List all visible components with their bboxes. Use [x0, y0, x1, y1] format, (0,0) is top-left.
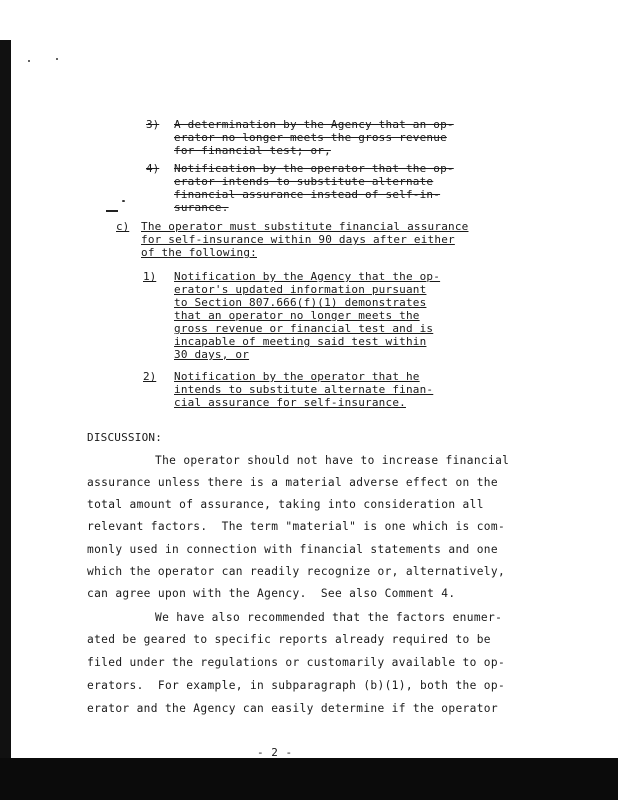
text-line: erator and the Agency can easily determine if the operator — [87, 702, 498, 715]
text-line: relevant factors. The term "material" is one which is com- — [87, 520, 506, 533]
text-line: filed under the regulations or customarily available to op- — [87, 656, 506, 669]
text-line: The operator should not have to increase financial — [155, 454, 510, 467]
scan-bottom-edge — [0, 758, 618, 800]
text-line: which the operator can readily recognize or, alternatively, — [87, 565, 506, 578]
text-line: assurance unless there is a material adverse effect on the — [87, 476, 498, 489]
text-line: erators. For example, in subparagraph (b)(1), both the op- — [87, 679, 506, 692]
text-line: erator no longer meets the gross revenue — [174, 131, 447, 144]
scan-speck — [56, 58, 58, 60]
scan-left-edge — [0, 40, 11, 790]
text-line: total amount of assurance, taking into consideration all — [87, 498, 484, 511]
text-line: can agree upon with the Agency. See also Comment 4. — [87, 587, 456, 600]
text-line: Notification by the Agency that the op- — [174, 270, 441, 283]
item-marker: c) — [116, 220, 130, 233]
text-line: gross revenue or financial test and is — [174, 322, 434, 335]
text-line: monly used in connection with financial statements and one — [87, 543, 498, 556]
text-line: intends to substitute alternate finan- — [174, 383, 434, 396]
text-line: for self-insurance within 90 days after either — [141, 233, 455, 246]
text-line: We have also recommended that the factors enumer- — [155, 611, 503, 624]
text-line: A determination by the Agency that an op- — [174, 118, 454, 131]
revision-mark — [106, 210, 118, 212]
text-line: incapable of meeting said test within — [174, 335, 427, 348]
text-line: ated be geared to specific reports already required to be — [87, 633, 491, 646]
item-marker: 1) — [143, 270, 157, 283]
text-line: The operator must substitute financial assurance — [141, 220, 469, 233]
item-marker: 4) — [146, 162, 160, 175]
text-line: that an operator no longer meets the — [174, 309, 420, 322]
text-line: Notification by the operator that he — [174, 370, 420, 383]
page-number: - 2 - — [257, 746, 293, 759]
scan-speck — [122, 200, 125, 202]
text-line: financial assurance instead of self-in- — [174, 188, 441, 201]
text-line: cial assurance for self-insurance. — [174, 396, 406, 409]
discussion-heading: DISCUSSION: — [87, 431, 163, 444]
text-line: surance. — [174, 201, 229, 214]
item-marker: 2) — [143, 370, 157, 383]
scan-speck — [28, 60, 30, 62]
text-line: erator intends to substitute alternate — [174, 175, 434, 188]
text-line: 30 days, or — [174, 348, 250, 361]
item-marker: 3) — [146, 118, 160, 131]
text-line: Notification by the operator that the op- — [174, 162, 454, 175]
text-line: to Section 807.666(f)(1) demonstrates — [174, 296, 427, 309]
text-line: of the following: — [141, 246, 257, 259]
text-line: for financial test; or, — [174, 144, 331, 157]
text-line: erator's updated information pursuant — [174, 283, 427, 296]
